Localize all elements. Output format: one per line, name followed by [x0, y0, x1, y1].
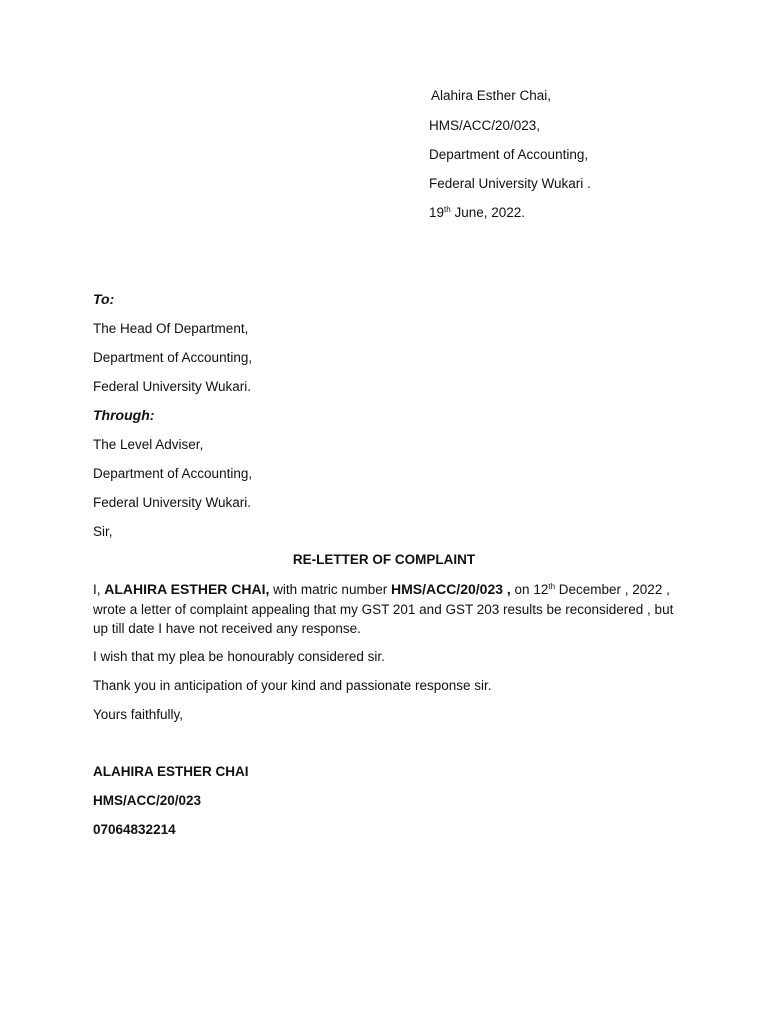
p1-prefix: I,	[93, 582, 105, 597]
body-paragraph-1	[93, 580, 683, 639]
date-rest: June, 2022.	[450, 205, 526, 220]
signature-phone: 07064832214	[93, 822, 176, 837]
p1-suffix: th	[548, 582, 556, 591]
p1-matric: HMS/ACC/20/023 ,	[390, 581, 511, 597]
sender-date	[429, 204, 525, 222]
salutation: Sir,	[93, 524, 113, 539]
body-paragraph-3: Thank you in anticipation of your kind and passionate response sir.	[93, 678, 492, 693]
signature-matric: HMS/ACC/20/023	[93, 793, 202, 808]
sender-matric: HMS/ACC/20/023,	[429, 118, 541, 133]
date-suffix: th	[444, 205, 451, 214]
body-paragraph-2: I wish that my plea be honourably considered sir.	[93, 649, 385, 664]
date-day: 19	[429, 205, 445, 220]
recipient-university: Federal University Wukari.	[93, 379, 252, 394]
p1-on: on 12	[510, 582, 549, 597]
through-title: The Level Adviser,	[93, 437, 204, 452]
recipient-department: Department of Accounting,	[93, 350, 253, 365]
through-university: Federal University Wukari.	[93, 495, 252, 510]
sender-department: Department of Accounting,	[429, 147, 589, 162]
closing: Yours faithfully,	[93, 707, 184, 722]
sender-university: Federal University Wukari .	[429, 176, 591, 191]
signature-name: ALAHIRA ESTHER CHAI	[93, 764, 249, 779]
recipient-title: The Head Of Department,	[93, 321, 249, 336]
sender-name: Alahira Esther Chai,	[431, 88, 552, 103]
letter-subject: RE-LETTER OF COMPLAINT	[292, 552, 476, 567]
to-label: To:	[93, 291, 115, 307]
through-label: Through:	[93, 407, 155, 423]
p1-name: ALAHIRA ESTHER CHAI,	[104, 581, 270, 597]
through-department: Department of Accounting,	[93, 466, 253, 481]
p1-rest: December , 2022 , wrote a letter of complaint appealing that my GST 201 and GST 203 results be reconsidered , but up till date I have not received any response.	[93, 582, 674, 636]
p1-mid: with matric number	[269, 582, 391, 597]
